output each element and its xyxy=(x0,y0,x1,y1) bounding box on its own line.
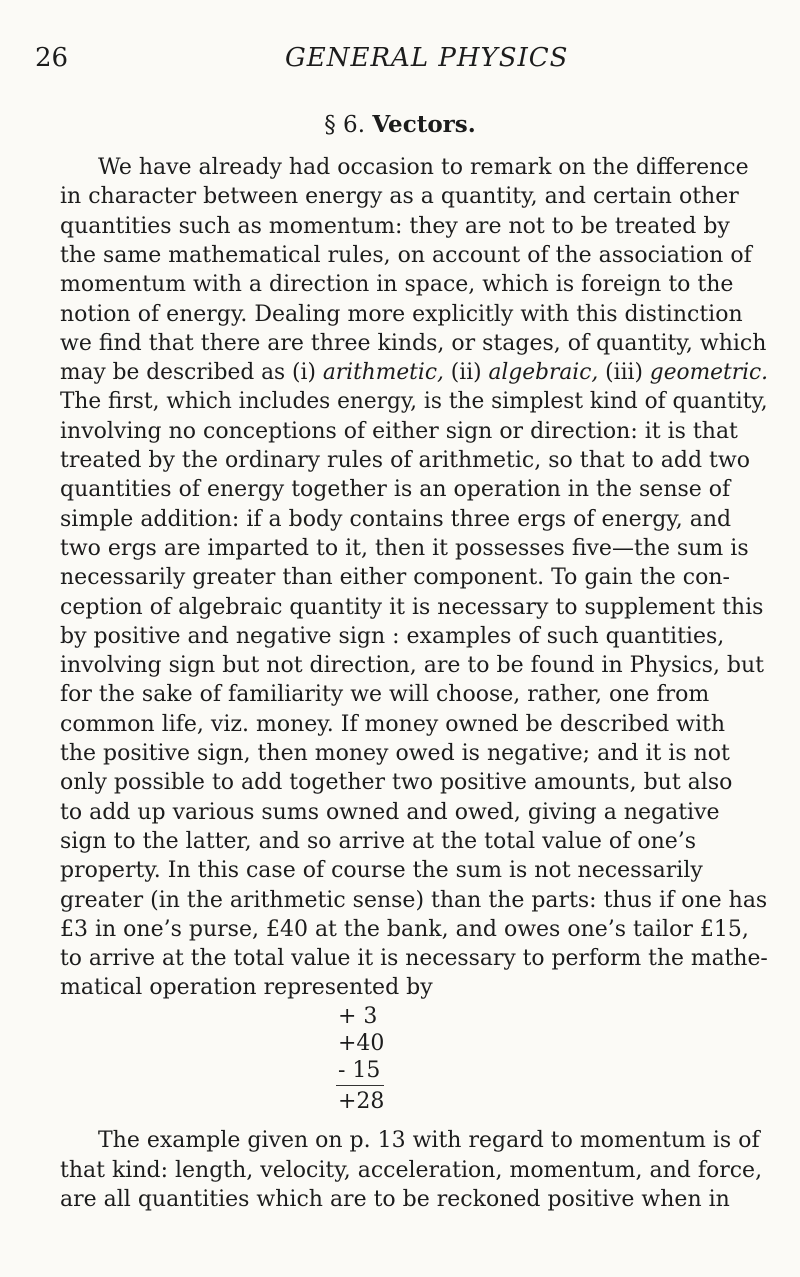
text-line: necessarily greater than either component. To gain the con- xyxy=(60,565,730,591)
text-line: to arrive at the total value it is necessary to perform the mathe- xyxy=(60,946,768,972)
text-line: momentum with a direction in space, which is foreign to the xyxy=(60,272,734,298)
text-line: sign to the latter, and so arrive at the total value of one’s xyxy=(60,828,697,854)
text-line: We have already had occasion to remark on the difference xyxy=(98,155,749,180)
text-line: the positive sign, then money owed is negative; and it is not xyxy=(60,741,730,766)
text-line: involving sign but not direction, are to be found in Physics, but xyxy=(60,653,765,679)
text-line: only possible to add together two positive amounts, but also xyxy=(60,770,733,796)
text-line: to add up various sums owned and owed, giving a negative xyxy=(60,799,720,825)
text-line: notion of energy. Dealing more explicitly with this distinction xyxy=(60,301,743,327)
section-number: § 6. xyxy=(324,112,366,138)
text-line: ception of algebraic quantity it is necessary to supplement this xyxy=(60,594,764,620)
page-number: 26 xyxy=(35,43,69,73)
text-line xyxy=(60,358,768,387)
text-line: treated by the ordinary rules of arithmetic, so that to add two xyxy=(60,448,750,473)
text-line: property. In this case of course the sum is not necessarily xyxy=(60,858,703,884)
sum-term: - 15 xyxy=(338,1058,381,1084)
text-line: that kind: length, velocity, acceleration, momentum, and force, xyxy=(60,1157,763,1183)
text-line: involving no conceptions of either sign or direction: it is that xyxy=(60,418,738,444)
sum-result: +28 xyxy=(338,1089,385,1115)
text-run: (iii) xyxy=(598,360,650,386)
section-heading xyxy=(0,110,800,140)
sum-term: +40 xyxy=(338,1031,385,1057)
text-line: simple addition: if a body contains three ergs of energy, and xyxy=(60,506,732,532)
text-line: quantities of energy together is an operation in the sense of xyxy=(60,477,731,503)
text-run: may be described as (i) xyxy=(60,360,323,386)
term-geometric: geometric. xyxy=(649,360,769,386)
sum-term: + 3 xyxy=(338,1004,378,1030)
text-line: The first, which includes energy, is the simplest kind of quantity, xyxy=(60,389,768,415)
text-line: two ergs are imparted to it, then it possesses five—the sum is xyxy=(60,535,749,561)
text-line: are all quantities which are to be reckoned positive when in xyxy=(60,1187,730,1212)
term-arithmetic: arithmetic, xyxy=(322,360,444,386)
text-line: greater (in the arithmetic sense) than the parts: thus if one has xyxy=(60,887,768,913)
term-algebraic: algebraic, xyxy=(488,360,599,386)
text-line: common life, viz. money. If money owned be described with xyxy=(60,711,726,737)
text-line: £3 in one’s purse, £40 at the bank, and owes one’s tailor £15, xyxy=(60,916,749,942)
text-line: The example given on p. 13 with regard to momentum is of xyxy=(98,1128,760,1154)
text-line: by positive and negative sign : examples of such quantities, xyxy=(60,623,725,649)
section-title: Vectors. xyxy=(372,111,476,138)
text-line: we find that there are three kinds, or stages, of quantity, which xyxy=(60,330,767,356)
text-run: (ii) xyxy=(443,360,489,386)
text-line: matical operation represented by xyxy=(60,975,433,1001)
text-line: quantities such as momentum: they are not to be treated by xyxy=(60,213,730,239)
text-line: the same mathematical rules, on account of the association of xyxy=(60,242,752,268)
sum-rule xyxy=(336,1085,384,1086)
text-line: for the sake of familiarity we will choose, rather, one from xyxy=(60,682,710,708)
text-line: in character between energy as a quantity, and certain other xyxy=(60,184,739,210)
running-head: GENERAL PHYSICS xyxy=(285,43,569,73)
